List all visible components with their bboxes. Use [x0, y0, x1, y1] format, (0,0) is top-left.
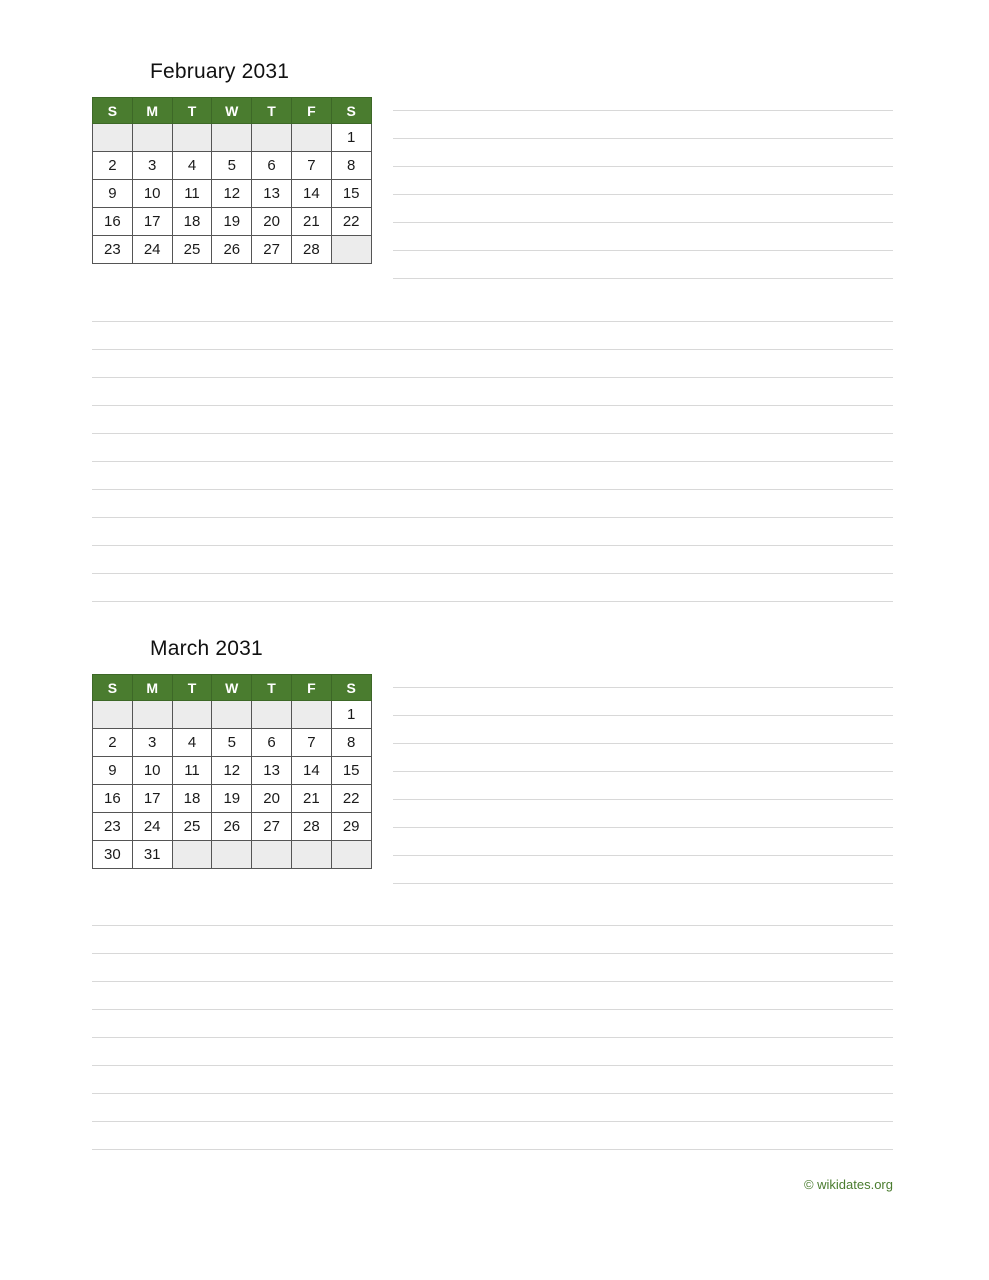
calendar-week-row [93, 152, 372, 180]
calendar-day-cell: 23 [93, 236, 133, 264]
calendar-day-empty [93, 124, 133, 152]
note-line [393, 883, 893, 884]
note-line [393, 194, 893, 195]
calendar-day-cell: 9 [93, 757, 133, 785]
calendar-day-cell: 28 [291, 236, 331, 264]
calendar-day-cell: 9 [93, 180, 133, 208]
note-line [92, 1149, 893, 1150]
calendar-body [93, 701, 372, 869]
calendar-day-cell: 27 [252, 236, 292, 264]
weekday-header-sun: S [93, 675, 133, 701]
calendar-week-row [93, 841, 372, 869]
calendar-day-cell: 10 [132, 180, 172, 208]
weekday-header-tue: T [172, 675, 212, 701]
note-line [393, 138, 893, 139]
note-line [393, 166, 893, 167]
note-line [92, 517, 893, 518]
calendar-table-february [92, 97, 372, 264]
calendar-day-cell: 7 [291, 152, 331, 180]
month-title: February 2031 [150, 60, 290, 83]
calendar-day-cell: 21 [291, 785, 331, 813]
note-line [92, 405, 893, 406]
site-credit: © wikidates.org [803, 1177, 893, 1192]
calendar-body [93, 124, 372, 264]
note-line [92, 1065, 893, 1066]
weekday-header-fri: F [291, 98, 331, 124]
calendar-day-cell: 22 [331, 785, 371, 813]
calendar-week-row [93, 124, 372, 152]
calendar-day-cell: 6 [252, 152, 292, 180]
calendar-day-empty [291, 841, 331, 869]
calendar-day-cell: 14 [291, 180, 331, 208]
calendar-day-cell: 28 [291, 813, 331, 841]
calendar-day-cell: 17 [132, 208, 172, 236]
weekday-header-thu: T [252, 98, 292, 124]
note-line [92, 489, 893, 490]
calendar-day-cell: 15 [331, 180, 371, 208]
calendar-day-empty [252, 701, 292, 729]
calendar-day-cell: 31 [132, 841, 172, 869]
calendar-header-row [93, 98, 372, 124]
calendar-day-cell: 26 [212, 236, 252, 264]
note-line [393, 687, 893, 688]
note-line [92, 321, 893, 322]
note-line [92, 573, 893, 574]
calendar-header-row [93, 675, 372, 701]
calendar-day-cell: 17 [132, 785, 172, 813]
note-line [92, 1009, 893, 1010]
calendar-day-cell: 25 [172, 813, 212, 841]
calendar-week-row [93, 180, 372, 208]
calendar-day-cell: 19 [212, 208, 252, 236]
note-line [393, 715, 893, 716]
note-line [92, 1037, 893, 1038]
calendar-day-empty [291, 701, 331, 729]
calendar-day-cell: 8 [331, 729, 371, 757]
calendar-day-cell: 2 [93, 729, 133, 757]
note-line [393, 799, 893, 800]
calendar-day-cell: 5 [212, 152, 252, 180]
calendar-day-cell: 11 [172, 757, 212, 785]
weekday-header-sat: S [331, 675, 371, 701]
calendar-week-row [93, 208, 372, 236]
calendar-day-cell: 24 [132, 236, 172, 264]
weekday-header-wed: W [212, 675, 252, 701]
note-line [92, 377, 893, 378]
calendar-day-empty [331, 236, 371, 264]
note-line [92, 981, 893, 982]
month-block-february [92, 60, 372, 264]
calendar-day-cell: 16 [93, 785, 133, 813]
calendar-day-cell: 10 [132, 757, 172, 785]
calendar-day-cell: 11 [172, 180, 212, 208]
note-line [92, 1121, 893, 1122]
calendar-day-cell: 14 [291, 757, 331, 785]
calendar-day-empty [172, 124, 212, 152]
note-line [92, 545, 893, 546]
calendar-day-cell: 20 [252, 208, 292, 236]
calendar-week-row [93, 729, 372, 757]
calendar-day-empty [132, 701, 172, 729]
calendar-day-empty [172, 701, 212, 729]
calendar-day-cell: 4 [172, 152, 212, 180]
weekday-header-sat: S [331, 98, 371, 124]
calendar-day-cell: 18 [172, 208, 212, 236]
weekday-header-fri: F [291, 675, 331, 701]
note-line [92, 349, 893, 350]
note-line [92, 433, 893, 434]
calendar-day-empty [331, 841, 371, 869]
calendar-day-cell: 3 [132, 152, 172, 180]
calendar-day-cell: 24 [132, 813, 172, 841]
weekday-header-mon: M [132, 675, 172, 701]
month-block-march [92, 637, 372, 869]
calendar-day-cell: 3 [132, 729, 172, 757]
calendar-day-cell: 30 [93, 841, 133, 869]
calendar-week-row [93, 757, 372, 785]
calendar-day-cell: 4 [172, 729, 212, 757]
note-line [92, 925, 893, 926]
calendar-day-empty [252, 124, 292, 152]
note-line [393, 743, 893, 744]
calendar-day-cell: 13 [252, 180, 292, 208]
note-line [92, 461, 893, 462]
calendar-day-cell: 5 [212, 729, 252, 757]
calendar-day-cell: 7 [291, 729, 331, 757]
calendar-day-cell: 8 [331, 152, 371, 180]
calendar-day-empty [212, 841, 252, 869]
note-line [393, 278, 893, 279]
calendar-week-row [93, 236, 372, 264]
calendar-day-cell: 12 [212, 180, 252, 208]
calendar-week-row [93, 701, 372, 729]
calendar-table-march [92, 674, 372, 869]
calendar-day-cell: 29 [331, 813, 371, 841]
calendar-day-cell: 15 [331, 757, 371, 785]
note-line [393, 110, 893, 111]
calendar-day-cell: 6 [252, 729, 292, 757]
calendar-day-empty [291, 124, 331, 152]
calendar-day-cell: 1 [331, 701, 371, 729]
calendar-day-cell: 1 [331, 124, 371, 152]
weekday-header-tue: T [172, 98, 212, 124]
calendar-day-cell: 26 [212, 813, 252, 841]
note-line [393, 855, 893, 856]
weekday-header-wed: W [212, 98, 252, 124]
calendar-day-cell: 20 [252, 785, 292, 813]
calendar-day-cell: 2 [93, 152, 133, 180]
weekday-header-sun: S [93, 98, 133, 124]
calendar-day-cell: 19 [212, 785, 252, 813]
calendar-week-row [93, 813, 372, 841]
calendar-week-row [93, 785, 372, 813]
calendar-day-cell: 22 [331, 208, 371, 236]
calendar-day-cell: 25 [172, 236, 212, 264]
note-line [393, 771, 893, 772]
calendar-day-empty [172, 841, 212, 869]
calendar-day-empty [132, 124, 172, 152]
note-line [92, 601, 893, 602]
calendar-day-cell: 27 [252, 813, 292, 841]
calendar-day-empty [252, 841, 292, 869]
note-line [92, 1093, 893, 1094]
calendar-day-cell: 13 [252, 757, 292, 785]
calendar-day-cell: 21 [291, 208, 331, 236]
calendar-day-cell: 16 [93, 208, 133, 236]
note-line [393, 827, 893, 828]
note-line [393, 222, 893, 223]
weekday-header-thu: T [252, 675, 292, 701]
calendar-day-cell: 23 [93, 813, 133, 841]
month-title: March 2031 [150, 637, 263, 660]
note-line [393, 250, 893, 251]
calendar-day-cell: 18 [172, 785, 212, 813]
calendar-day-empty [212, 701, 252, 729]
weekday-header-mon: M [132, 98, 172, 124]
note-line [92, 953, 893, 954]
calendar-day-empty [212, 124, 252, 152]
calendar-day-cell: 12 [212, 757, 252, 785]
calendar-day-empty [93, 701, 133, 729]
